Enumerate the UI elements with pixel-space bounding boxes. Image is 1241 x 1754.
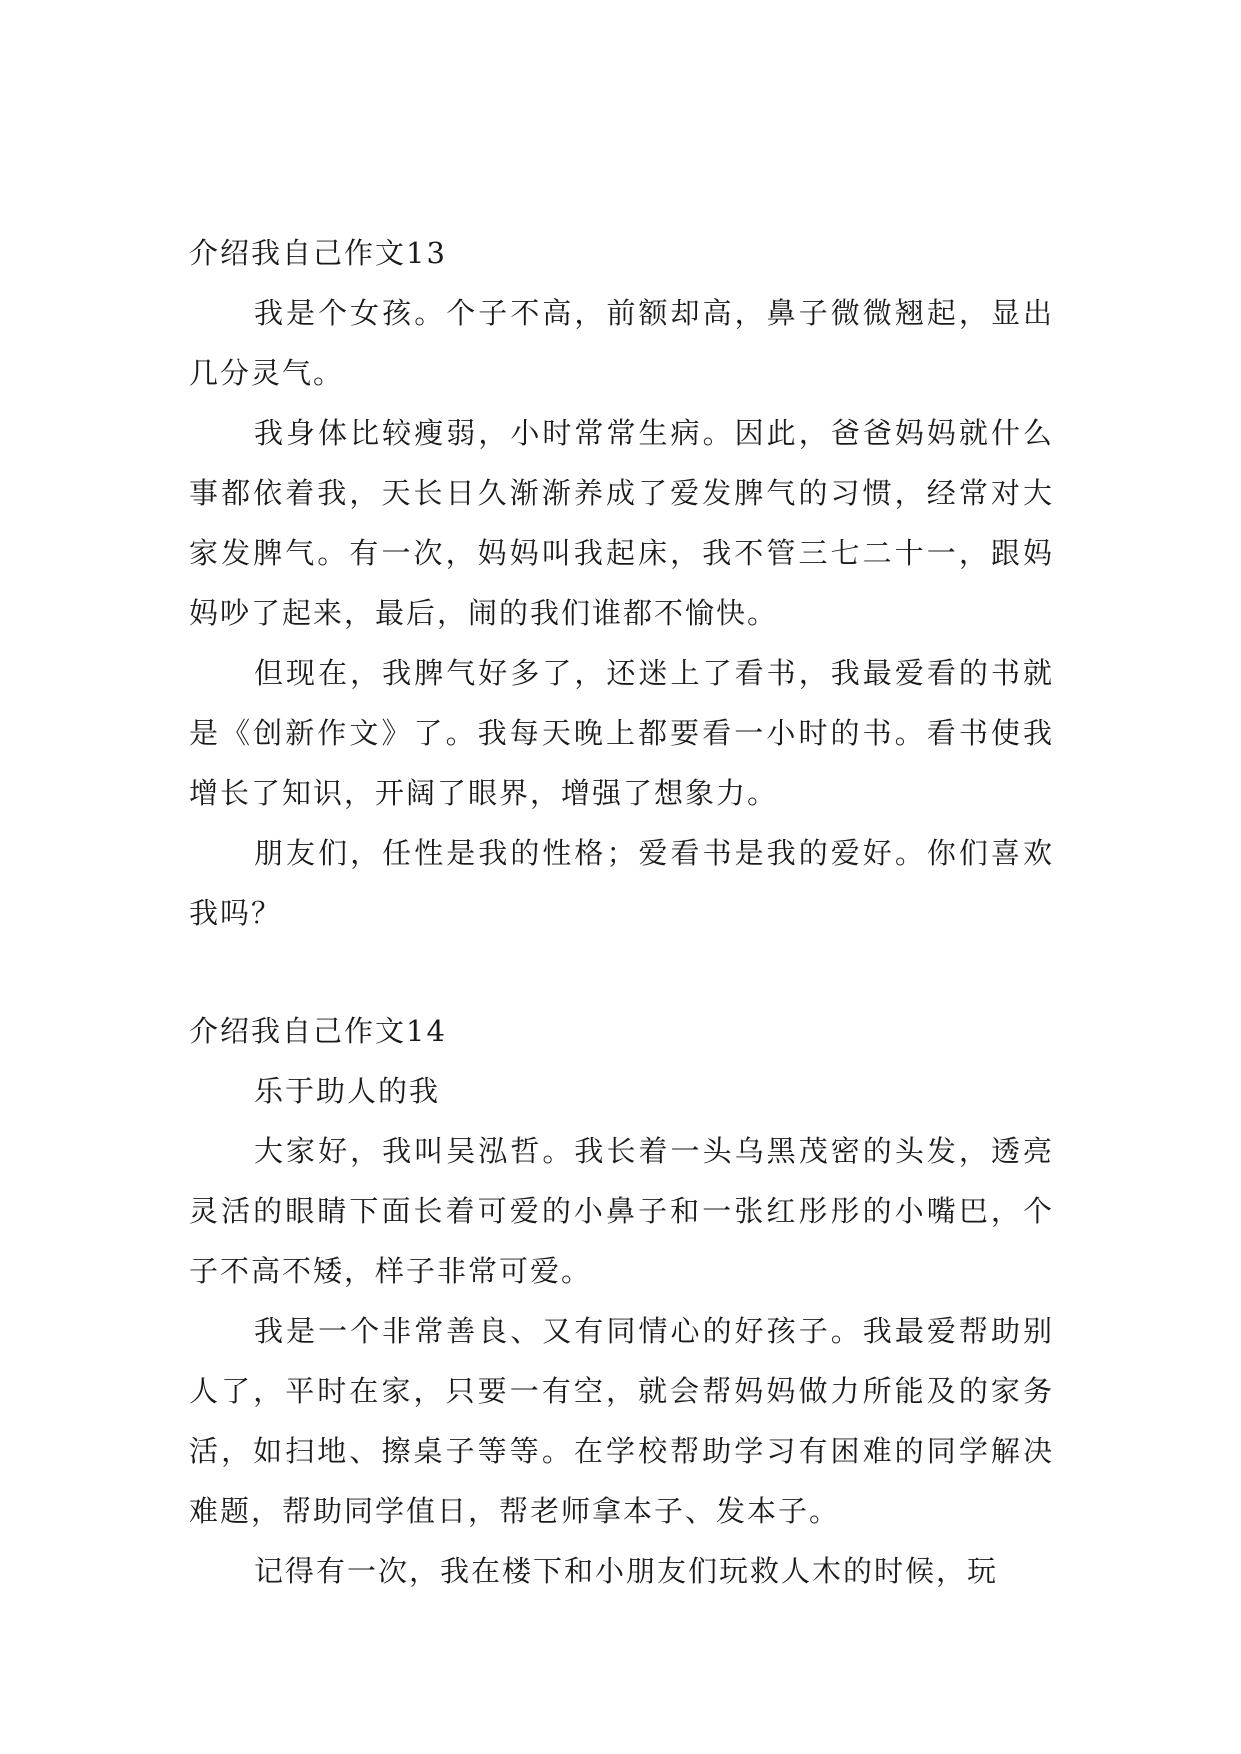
essay-paragraph: 但现在，我脾气好多了，还迷上了看书，我最爱看的书就是《创新作文》了。我每天晚上都要看一小时的书。看书使我增长了知识，开阔了眼界，增强了想象力。 — [189, 656, 1054, 810]
essay-paragraph: 记得有一次，我在楼下和小朋友们玩救人木的时候，玩 — [254, 1554, 999, 1588]
essay-paragraph: 我是一个非常善良、又有同情心的好孩子。我最爱帮助别人了，平时在家，只要一有空，就会帮妈妈做力所能及的家务活，如扫地、擦桌子等等。在学校帮助学习有困难的同学解决难题，帮助同学值日，帮老师拿本子、发本子。 — [189, 1314, 1054, 1528]
essay-paragraph: 朋友们，任性是我的性格；爱看书是我的爱好。你们喜欢我吗？ — [189, 836, 1054, 930]
essay-paragraph: 我身体比较瘦弱，小时常常生病。因此，爸爸妈妈就什么事都依着我，天长日久渐渐养成了爱发脾气的习惯，经常对大家发脾气。有一次，妈妈叫我起床，我不管三七二十一，跟妈妈吵了起来，最后，闹的我们谁都不愉快。 — [189, 416, 1054, 630]
section-spacer — [189, 943, 1054, 1001]
essay-section-14 — [189, 1001, 1054, 1601]
essay-section-13 — [189, 223, 1054, 943]
essay-paragraph: 大家好，我叫吴泓哲。我长着一头乌黑茂密的头发，透亮灵活的眼睛下面长着可爱的小鼻子和一张红彤彤的小嘴巴，个子不高不矮，样子非常可爱。 — [189, 1134, 1054, 1288]
essay-heading: 介绍我自己作文13 — [189, 236, 447, 270]
essay-subtitle: 乐于助人的我 — [254, 1074, 441, 1108]
document-body — [189, 223, 1054, 1601]
essay-heading: 介绍我自己作文14 — [189, 1014, 447, 1048]
essay-paragraph: 我是个女孩。个子不高，前额却高，鼻子微微翘起，显出几分灵气。 — [189, 296, 1054, 390]
